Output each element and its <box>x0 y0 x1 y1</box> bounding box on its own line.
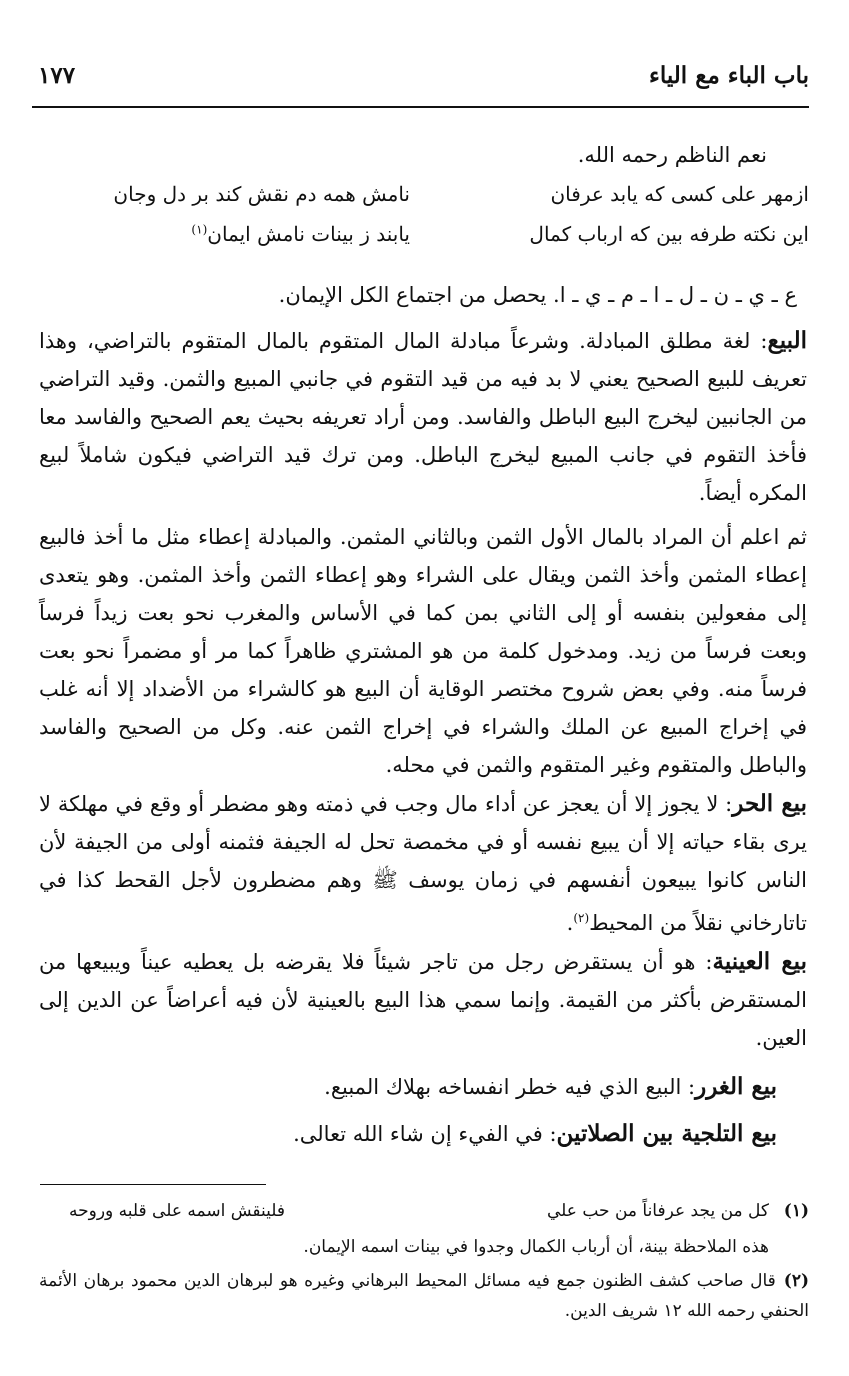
entry-bay-continuation <box>39 518 807 784</box>
poem-hemistich-left: نامش همه دم نقش كند بر دل وجان <box>113 182 410 206</box>
poem-hemistich-right: اين نكته طرفه بين كه ارباب كمال <box>529 222 809 246</box>
entry-text: : لغة مطلق المبادلة. وشرعاً مبادلة المال المتقوم بالمال المتقوم بالتراضي، وهذا تعريف للبيع الصحيح يعني لا بد فيه من قيد التقوم في جانبي المبيع والثمن. وقيد التراضي من الجانبين ليخرج البيع الباطل والفاسد. ومن أراد تعريفه بحيث يعم الصحيح والفاسد معا فأخذ التقوم في جانب المبيع ليخرج الباطل. ومن ترك قيد التراضي فيكون شاملاً لبيع المكره أيضاً. <box>39 329 807 505</box>
footnote-text: قال صاحب كشف الظنون جمع فيه مسائل المحيط البرهاني وغيره هو لبرهان الدين محمود برهان الأئمة الحنفي رحمه الله ١٢ شريف الدين. <box>39 1271 809 1321</box>
entry-bay-al-hurr <box>39 785 807 942</box>
entry-bay <box>39 322 807 512</box>
chapter-title: باب الباء مع الياء <box>649 62 809 89</box>
intro-line: نعم الناظم رحمه الله. <box>577 143 767 167</box>
footnote-number: (١) <box>783 1201 809 1221</box>
footnote-rule <box>40 1184 266 1185</box>
entry-term: البيع <box>767 327 807 354</box>
poem-hemistich-left-text: يابند ز بينات نامش ايمان <box>207 222 410 246</box>
entry-term: بيع العينية <box>712 948 807 975</box>
footnote-1-verse <box>39 1196 809 1226</box>
entry-text: : البيع الذي فيه خطر انفساخه بهلاك المبيع. <box>324 1075 696 1099</box>
entry-text: ثم اعلم أن المراد بالمال الأول الثمن وبالثاني المثمن. والمبادلة إعطاء مثل ما أخذ فالبيع إعطاء المثمن وأخذ الثمن ويقال على الشراء وهو إعطاء الثمن وأخذ المثمن. وهو يتعدى إلى مفعولين بنفسه أو إلى الثاني بمن كما في الأساس والمغرب نحو بعت زيداً فرساً وبعت فرساً من زيد. ومدخول كلمة من هو المشتري ظاهراً كما مر أو مضمراً نحو بعت فرساً منه. وفي بعض شروح مختصر الوقاية أن البيع هو كالشراء من الأضداد إلا أنه غلب في إخراج المبيع عن الملك والشراء في إخراج الثمن عنه. وكل من الصحيح والفاسد والباطل والمتقوم وغير المتقوم والثمن في محله. <box>39 525 807 777</box>
footnote-verse-left: فلينقش اسمه على قلبه وروحه <box>69 1201 286 1221</box>
page-number: ١٧٧ <box>38 62 76 89</box>
entry-bay-al-iniya <box>39 943 807 1057</box>
footnote-verse-right: كل من يجد عرفاناً من حب علي <box>547 1201 769 1221</box>
footnote-1-text: هذه الملاحظة بينة، أن أرباب الكمال وجدوا في بينات اسمه الإيمان. <box>303 1237 769 1257</box>
entry-text: : هو أن يستقرض رجل من تاجر شيئاً فلا يقرضه بل يعطيه عيناً ويبيعها من المستقرض بأكثر من القيمة. وإنما سمي هذا البيع بالعينية لأن فيه أعراضاً عن الدين إلى العين. <box>39 950 807 1050</box>
poem-couplet-1 <box>40 182 809 218</box>
header-rule <box>32 106 809 108</box>
entry-text-tail: . <box>566 911 574 935</box>
entry-text: : لا يجوز إلا أن يعجز عن أداء مال وجب في ذمته وهو مضطر أو وقع في مهلكة لا يرى بقاء حياته إلا أن يبيع نفسه أو في مخمصة تحل له الجيفة فثمنه أولى من الجيفة لأن الناس كانوا يبيعون أنفسهم في زمان يوسف ﷺ وهم مضطرون لأجل القحط كذا في تاتارخاني نقلاً من المحيط <box>39 792 807 935</box>
entry-bay-al-gharar <box>324 1068 777 1106</box>
running-header <box>30 62 809 96</box>
entry-text: : في الفيء إن شاء الله تعالى. <box>293 1122 557 1146</box>
footnote-ref: (١) <box>191 222 208 237</box>
letters-line: ع ـ ي ـ ن ـ ل ـ ا ـ م ـ ي ـ ا. يحصل من اجتماع الكل الإيمان. <box>278 283 797 307</box>
poem-couplet-2 <box>40 222 809 258</box>
footnote-ref: (٢) <box>573 911 590 925</box>
entry-term: بيع الغرر <box>695 1073 777 1100</box>
entry-term: بيع الحر <box>732 790 807 817</box>
entry-bay-al-taljiya <box>293 1115 777 1153</box>
poem-hemistich-right: ازمهر على كسى كه يابد عرفان <box>550 182 809 206</box>
footnote-number: (٢) <box>783 1271 810 1291</box>
poem-hemistich-left <box>40 222 410 246</box>
entry-term: بيع التلجية بين الصلاتين <box>556 1120 777 1147</box>
footnote-2 <box>39 1266 809 1326</box>
